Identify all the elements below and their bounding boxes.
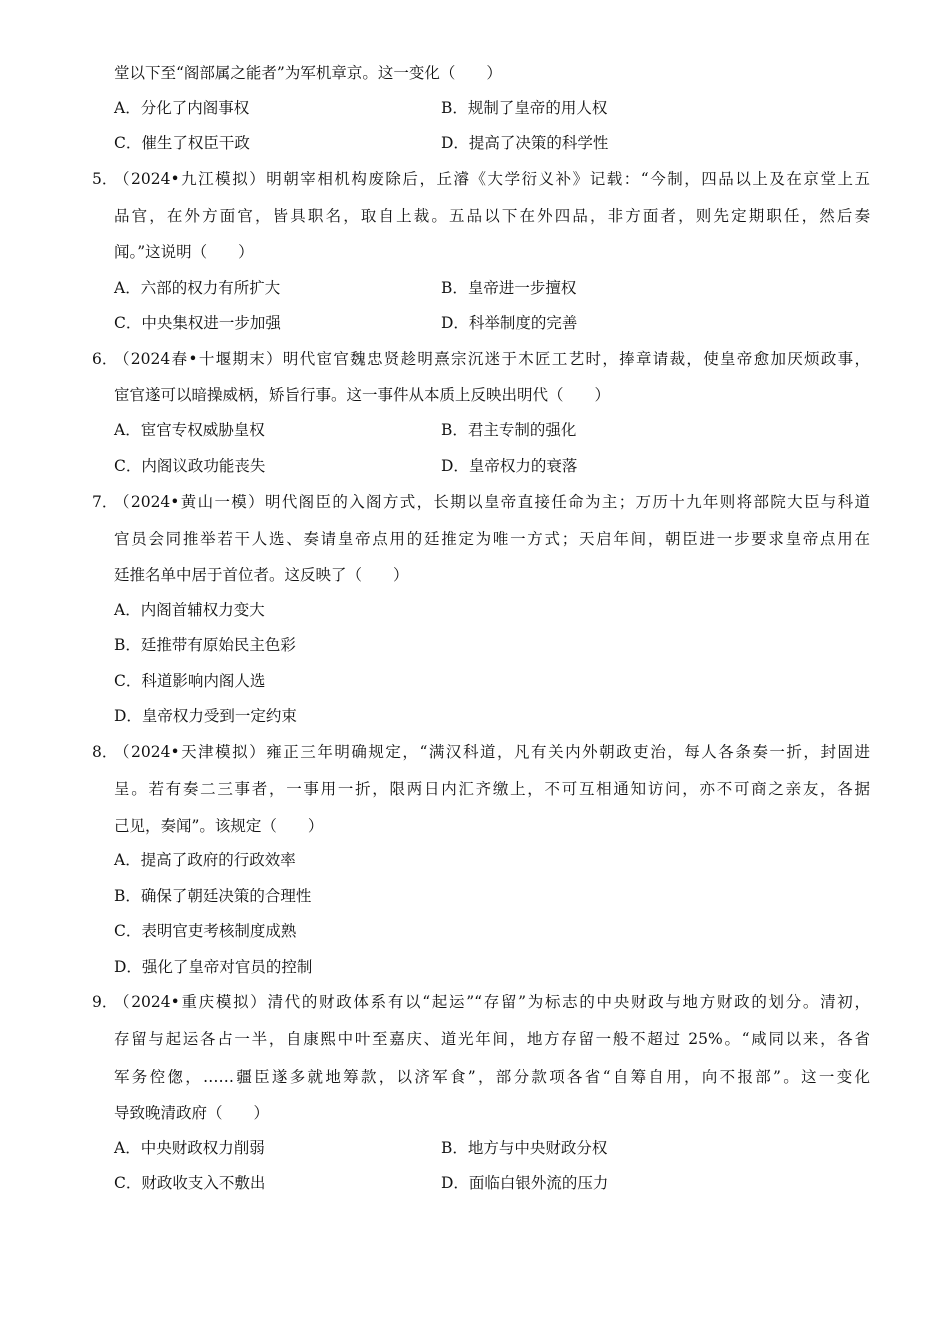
q5-stem-line-1: （2024•九江模拟）明朝宰相机构废除后，丘濬《大学衍义补》记载：“今制，四品以上及在京堂上五: [114, 170, 870, 188]
q7-option-b: B．廷推带有原始民主色彩: [114, 636, 296, 654]
q9-option-a: A．中央财政权力削弱: [114, 1139, 265, 1157]
q8-option-a: A．提高了政府的行政效率: [114, 851, 296, 869]
q4-option-b: B．规制了皇帝的用人权: [441, 99, 608, 117]
q9-option-d: D．面临白银外流的压力: [441, 1174, 609, 1192]
q5-option-b: B．皇帝进一步擅权: [441, 279, 577, 297]
q7-option-c: C．科道影响内阁人选: [114, 672, 266, 690]
q5-option-c: C．中央集权进一步加强: [114, 314, 281, 332]
q4-option-d: D．提高了决策的科学性: [441, 134, 609, 152]
q9-stem-line-3: 军务倥偬，……疆臣遂多就地筹款，以济军食”，部分款项各省“自筹自用，向不报部”。这一变化: [114, 1068, 870, 1086]
q8-stem-line-2: 呈。若有奏二三事者，一事用一折，限两日内汇齐缴上，不可互相通知访问，亦不可商之亲友，各据: [114, 780, 870, 798]
q8-number: 8．: [92, 743, 118, 761]
q7-option-a: A．内阁首辅权力变大: [114, 601, 265, 619]
q8-option-c: C．表明官吏考核制度成熟: [114, 922, 297, 940]
q7-stem-line-3: 廷推名单中居于首位者。这反映了（ ）: [114, 566, 409, 584]
q9-number: 9．: [92, 993, 118, 1011]
q8-option-b: B．确保了朝廷决策的合理性: [114, 887, 312, 905]
q9-stem-line-1: （2024•重庆模拟）清代的财政体系有以“起运”“存留”为标志的中央财政与地方财政的划分。清初，: [114, 993, 870, 1011]
q5-option-d: D．科举制度的完善: [441, 314, 578, 332]
q4-stem-tail: 堂以下至“阁部属之能者”为军机章京。这一变化（ ）: [114, 64, 502, 82]
q9-stem-line-2: 存留与起运各占一半，自康熙中叶至嘉庆、道光年间，地方存留一般不超过 25%。“咸同以来，各省: [114, 1030, 870, 1048]
q6-stem-line-1: （2024春•十堰期末）明代宦官魏忠贤趁明熹宗沉迷于木匠工艺时，捧章请裁，使皇帝愈加厌烦政事，: [114, 350, 870, 368]
q7-number: 7．: [92, 493, 118, 511]
q5-stem-line-2: 品官，在外方面官，皆具职名，取自上裁。五品以下在外四品，非方面者，则先定期职任，然后奏: [114, 207, 870, 225]
q9-stem-line-4: 导致晚清政府（ ）: [114, 1104, 270, 1122]
q8-stem-line-3: 己见，奏闻”。该规定（ ）: [114, 817, 324, 835]
q6-option-a: A．宦官专权威胁皇权: [114, 421, 265, 439]
q5-option-a: A．六部的权力有所扩大: [114, 279, 281, 297]
q6-option-d: D．皇帝权力的衰落: [441, 457, 578, 475]
q9-option-c: C．财政收支入不敷出: [114, 1174, 266, 1192]
q7-stem-line-2: 官员会同推举若干人选、奏请皇帝点用的廷推定为唯一方式；天启年间，朝臣进一步要求皇帝点用在: [114, 530, 870, 548]
q4-option-a: A．分化了内阁事权: [114, 99, 250, 117]
q6-stem-line-2: 宦官遂可以暗操威柄，矫旨行事。这一事件从本质上反映出明代（ ）: [114, 386, 611, 404]
q5-number: 5．: [92, 170, 118, 188]
q4-option-c: C．催生了权臣干政: [114, 134, 250, 152]
q9-option-b: B．地方与中央财政分权: [441, 1139, 608, 1157]
q6-option-c: C．内阁议政功能丧失: [114, 457, 266, 475]
q6-option-b: B．君主专制的强化: [441, 421, 577, 439]
q8-stem-line-1: （2024•天津模拟）雍正三年明确规定，“满汉科道，凡有关内外朝政吏治，每人各条奏一折，封固进: [114, 743, 870, 761]
q6-number: 6．: [92, 350, 118, 368]
q5-stem-line-3: 闻。”这说明（ ）: [114, 243, 254, 261]
q7-option-d: D．皇帝权力受到一定约束: [114, 707, 297, 725]
q8-option-d: D．强化了皇帝对官员的控制: [114, 958, 313, 976]
q7-stem-line-1: （2024•黄山一模）明代阁臣的入阁方式，长期以皇帝直接任命为主；万历十九年则将部院大臣与科道: [114, 493, 870, 511]
